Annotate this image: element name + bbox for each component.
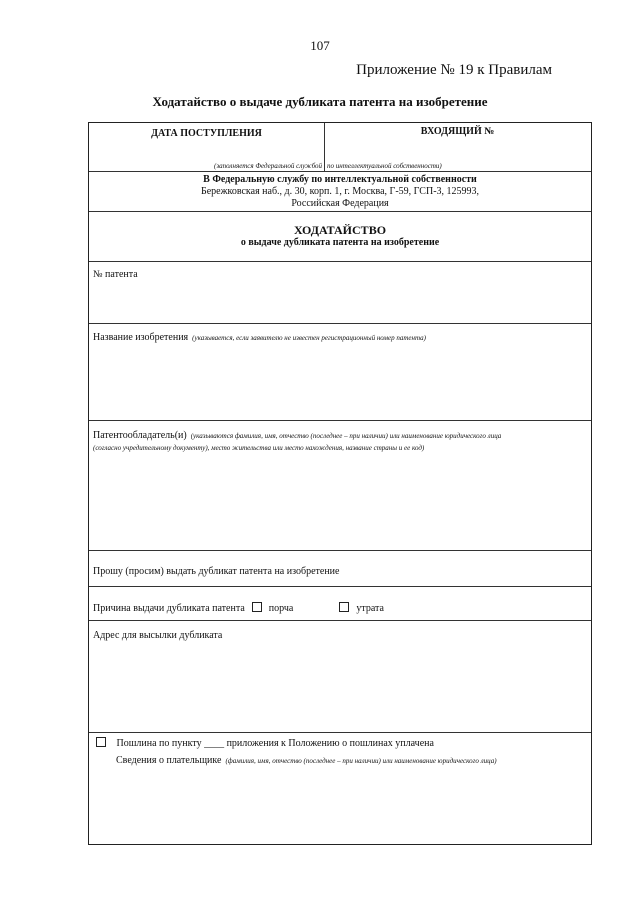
patent-holder-field[interactable]: [89, 421, 591, 551]
invention-name-label: Название изобретения: [93, 332, 189, 343]
incoming-number-cell[interactable]: [324, 123, 591, 171]
fee-block: [89, 733, 591, 844]
payer-info-label: Сведения о плательщике: [116, 755, 222, 766]
petition-heading: [89, 212, 591, 262]
fee-item-blank[interactable]: ____: [204, 738, 225, 749]
reason-block: [89, 587, 591, 621]
addressee-block: [89, 172, 591, 212]
fill-note-left: (заполняется Федеральной службой: [214, 162, 322, 170]
petition-heading-subtitle: о выдаче дубликата патента на изобретение: [240, 237, 440, 248]
loss-option-label: утрата: [356, 603, 384, 614]
patent-number-label: № патента: [93, 269, 138, 280]
request-block: [89, 551, 591, 587]
mailing-address-field[interactable]: [89, 621, 591, 733]
incoming-number-label: ВХОДЯЩИЙ №: [420, 126, 495, 137]
fee-text-a: Пошлина по пункту: [116, 738, 202, 749]
receipt-header: [89, 123, 591, 172]
receipt-date-cell[interactable]: [89, 123, 325, 171]
addressee-line-1: В Федеральную службу по интеллектуальной собственности: [203, 174, 477, 185]
patent-holder-label: Патентообладатель(и): [93, 430, 187, 441]
fee-text-b: приложения к Положению о пошлинах уплачена: [226, 738, 434, 749]
invention-name-field[interactable]: [89, 324, 591, 421]
petition-heading-title: ХОДАТАЙСТВО: [293, 223, 387, 237]
receipt-date-label: ДАТА ПОСТУПЛЕНИЯ: [151, 128, 262, 139]
patent-holder-note-2: (согласно учредительному документу), место жительства или место нахождения, название страны и ее код): [93, 444, 425, 452]
document-title: Ходатайство о выдаче дубликата патента на изобретение: [152, 94, 488, 109]
damage-checkbox[interactable]: [252, 602, 262, 612]
damage-option-label: порча: [268, 603, 294, 614]
page-number: 107: [310, 38, 330, 53]
invention-name-note: (указывается, если заявителю не известен регистрационный номер патента): [192, 334, 426, 342]
appendix-label: Приложение № 19 к Правилам: [356, 62, 552, 78]
mailing-address-label: Адрес для высылки дубликата: [93, 630, 223, 641]
petition-form: [88, 122, 592, 845]
patent-number-field[interactable]: [89, 262, 591, 324]
patent-holder-note-1: (указываются фамилия, имя, отчество (последнее – при наличии) или наименование юридического лица: [190, 432, 502, 440]
reason-label: Причина выдачи дубликата патента: [93, 603, 245, 614]
payer-info-note: (фамилия, имя, отчество (последнее – при наличии) или наименование юридического лица): [225, 757, 497, 765]
payer-info-field[interactable]: [93, 750, 587, 768]
fee-paid-checkbox[interactable]: [96, 737, 106, 747]
request-text: Прошу (просим) выдать дубликат патента на изобретение: [93, 566, 340, 577]
addressee-line-2: Бережковская наб., д. 30, корп. 1, г. Москва, Г-59, ГСП-3, 125993,: [200, 186, 480, 197]
fill-note-right: по интеллектуальной собственности): [327, 162, 442, 170]
loss-checkbox[interactable]: [339, 602, 349, 612]
addressee-line-3: Российская Федерация: [291, 198, 389, 209]
